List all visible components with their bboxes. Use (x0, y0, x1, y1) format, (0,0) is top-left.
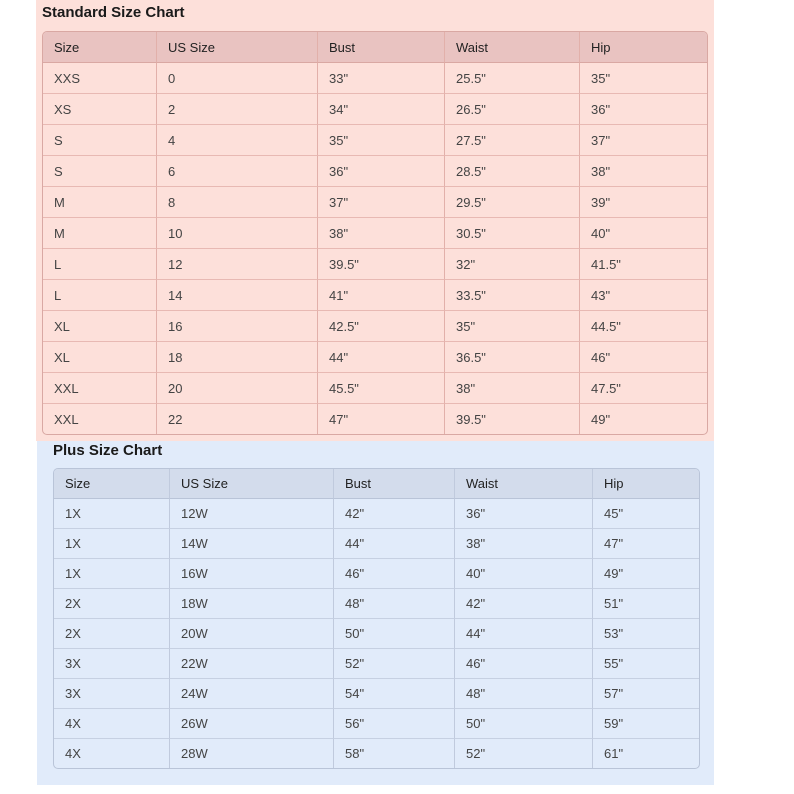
cell-waist: 33.5" (444, 279, 579, 310)
table-row (54, 648, 699, 678)
cell-bust: 46" (333, 558, 454, 588)
cell-size: 4X (54, 708, 169, 738)
cell-us-size: 24W (169, 678, 333, 708)
cell-waist: 36" (454, 499, 592, 528)
cell-bust: 52" (333, 648, 454, 678)
table-header-row (54, 469, 699, 499)
cell-bust: 42.5" (317, 310, 444, 341)
cell-hip: 46" (579, 341, 707, 372)
cell-us-size: 16W (169, 558, 333, 588)
table-row (54, 738, 699, 768)
table-row (43, 217, 707, 248)
cell-waist: 48" (454, 678, 592, 708)
cell-bust: 41" (317, 279, 444, 310)
cell-waist: 46" (454, 648, 592, 678)
standard-size-rows (43, 63, 707, 434)
table-row (43, 63, 707, 93)
cell-hip: 45" (592, 499, 699, 528)
table-row (43, 248, 707, 279)
cell-hip: 49" (579, 403, 707, 434)
cell-us-size: 8 (156, 186, 317, 217)
header-hip: Hip (579, 32, 707, 63)
cell-waist: 36.5" (444, 341, 579, 372)
cell-size: 1X (54, 558, 169, 588)
cell-waist: 29.5" (444, 186, 579, 217)
header-bust: Bust (317, 32, 444, 63)
cell-size: XXL (43, 372, 156, 403)
cell-bust: 47" (317, 403, 444, 434)
cell-us-size: 26W (169, 708, 333, 738)
standard-size-table (42, 31, 708, 435)
cell-hip: 39" (579, 186, 707, 217)
cell-size: L (43, 279, 156, 310)
cell-hip: 40" (579, 217, 707, 248)
header-size: Size (43, 32, 156, 63)
plus-size-panel (37, 441, 714, 785)
cell-bust: 35" (317, 124, 444, 155)
header-bust: Bust (333, 469, 454, 499)
table-row (54, 499, 699, 528)
cell-waist: 39.5" (444, 403, 579, 434)
cell-hip: 36" (579, 93, 707, 124)
cell-size: 3X (54, 678, 169, 708)
cell-waist: 40" (454, 558, 592, 588)
table-row (43, 403, 707, 434)
cell-size: 2X (54, 588, 169, 618)
table-row (54, 678, 699, 708)
cell-us-size: 18 (156, 341, 317, 372)
cell-waist: 25.5" (444, 63, 579, 93)
table-row (54, 528, 699, 558)
cell-bust: 56" (333, 708, 454, 738)
cell-size: 1X (54, 528, 169, 558)
header-us-size: US Size (169, 469, 333, 499)
cell-waist: 38" (454, 528, 592, 558)
cell-hip: 49" (592, 558, 699, 588)
table-row (43, 372, 707, 403)
plus-size-title: Plus Size Chart (53, 442, 163, 459)
cell-hip: 47" (592, 528, 699, 558)
cell-hip: 37" (579, 124, 707, 155)
standard-size-panel (36, 0, 714, 441)
cell-size: 2X (54, 618, 169, 648)
cell-size: XXS (54, 70, 81, 86)
cell-waist: 42" (454, 588, 592, 618)
cell-us-size: 14W (169, 528, 333, 558)
cell-hip: 59" (592, 708, 699, 738)
cell-us-size: 2 (156, 93, 317, 124)
cell-us-size: 22 (156, 403, 317, 434)
cell-waist: 38" (444, 372, 579, 403)
cell-size: 3X (54, 648, 169, 678)
table-row (43, 93, 707, 124)
plus-size-table (53, 468, 700, 769)
cell-bust: 36" (317, 155, 444, 186)
cell-waist: 52" (454, 738, 592, 768)
table-row (43, 279, 707, 310)
cell-size: XXL (43, 403, 156, 434)
cell-bust: 39.5" (317, 248, 444, 279)
table-row (54, 588, 699, 618)
cell-hip: 38" (579, 155, 707, 186)
cell-size: M (43, 186, 156, 217)
table-header-row (43, 32, 707, 63)
cell-bust: 44" (317, 341, 444, 372)
cell-waist: 27.5" (444, 124, 579, 155)
cell-hip: 51" (592, 588, 699, 618)
cell-us-size: 16 (156, 310, 317, 341)
cell-hip: 43" (579, 279, 707, 310)
cell-bust: 58" (333, 738, 454, 768)
table-row (43, 310, 707, 341)
cell-waist: 26.5" (444, 93, 579, 124)
cell-waist: 28.5" (444, 155, 579, 186)
cell-us-size: 10 (156, 217, 317, 248)
cell-waist: 50" (454, 708, 592, 738)
cell-size: S (43, 124, 156, 155)
cell-hip: 57" (592, 678, 699, 708)
cell-size: 1X (65, 506, 81, 521)
table-row (54, 618, 699, 648)
cell-us-size: 18W (169, 588, 333, 618)
cell-waist: 32" (444, 248, 579, 279)
table-row (43, 186, 707, 217)
cell-us-size: 12W (169, 499, 333, 528)
cell-size: M (43, 217, 156, 248)
cell-size: S (43, 155, 156, 186)
cell-size: XL (43, 310, 156, 341)
header-us-size: US Size (156, 32, 317, 63)
cell-us-size: 0 (156, 63, 317, 93)
cell-us-size: 4 (156, 124, 317, 155)
cell-hip: 44.5" (579, 310, 707, 341)
cell-bust: 38" (317, 217, 444, 248)
cell-hip: 53" (592, 618, 699, 648)
table-row (43, 124, 707, 155)
plus-size-rows (54, 499, 699, 768)
cell-us-size: 28W (169, 738, 333, 768)
cell-bust: 37" (317, 186, 444, 217)
cell-bust: 48" (333, 588, 454, 618)
cell-hip: 55" (592, 648, 699, 678)
cell-waist: 35" (444, 310, 579, 341)
cell-size: L (43, 248, 156, 279)
header-size: Size (54, 469, 169, 499)
cell-size: XL (43, 341, 156, 372)
cell-us-size: 6 (156, 155, 317, 186)
cell-us-size: 20 (156, 372, 317, 403)
table-row (43, 155, 707, 186)
cell-us-size: 14 (156, 279, 317, 310)
header-waist: Waist (444, 32, 579, 63)
standard-size-title: Standard Size Chart (42, 4, 185, 21)
cell-bust: 44" (333, 528, 454, 558)
cell-bust: 54" (333, 678, 454, 708)
cell-waist: 44" (454, 618, 592, 648)
cell-us-size: 12 (156, 248, 317, 279)
cell-hip: 47.5" (579, 372, 707, 403)
cell-bust: 34" (317, 93, 444, 124)
header-hip: Hip (592, 469, 699, 499)
header-waist: Waist (454, 469, 592, 499)
cell-size: XS (43, 93, 156, 124)
cell-hip: 61" (592, 738, 699, 768)
table-row (43, 341, 707, 372)
cell-bust: 42" (333, 499, 454, 528)
cell-bust: 33" (317, 63, 444, 93)
cell-size: 4X (54, 738, 169, 768)
cell-bust: 50" (333, 618, 454, 648)
table-row (54, 708, 699, 738)
cell-waist: 30.5" (444, 217, 579, 248)
cell-bust: 45.5" (317, 372, 444, 403)
cell-hip: 35" (579, 63, 707, 93)
cell-us-size: 20W (169, 618, 333, 648)
cell-us-size: 22W (169, 648, 333, 678)
table-row (54, 558, 699, 588)
cell-hip: 41.5" (579, 248, 707, 279)
